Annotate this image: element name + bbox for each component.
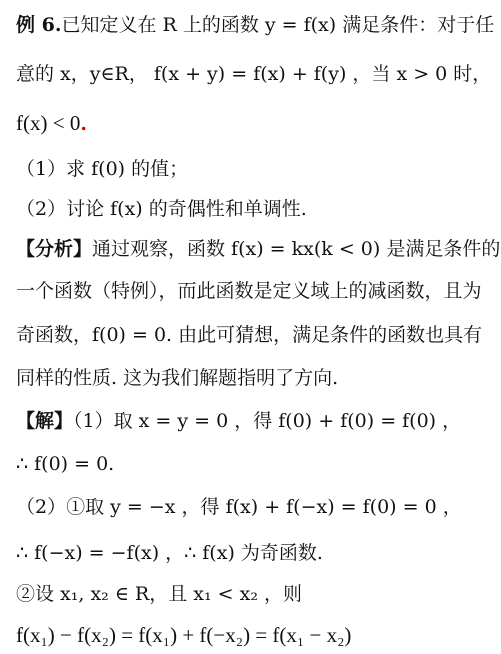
solution-text-4: ∴ f(−x) = −f(x) ，∴ f(x) 为奇函数. — [16, 542, 323, 564]
question-2 — [16, 196, 491, 222]
problem-text-3: f(x) < 0 — [16, 111, 81, 135]
solution-line-2 — [16, 451, 491, 477]
solution-line-6 — [16, 622, 491, 649]
solution-line-3 — [16, 494, 491, 520]
analysis-text-1: 通过观察，函数 f(x) = kx(k < 0) 是满足条件的 — [92, 238, 501, 260]
question-2-text: （2）讨论 f(x) 的奇偶性和单调性. — [16, 198, 307, 220]
problem-line-3 — [16, 110, 491, 137]
solution-text-5: ②设 x₁, x₂ ∈ R，且 x₁ < x₂ ，则 — [16, 583, 302, 605]
analysis-tag: 【分析】 — [16, 238, 93, 260]
question-1-text: （1）求 f(0) 的值； — [16, 158, 189, 180]
solution-text-6: f(x₁) − f(x₂) = f(x₁) + f(−x₂) = f(x₁ − x₂) — [16, 623, 352, 647]
solution-line-1 — [16, 408, 491, 434]
red-dot: . — [80, 113, 87, 135]
analysis-text-3: 奇函数，f(0) = 0. 由此可猜想，满足条件的函数也具有 — [16, 324, 483, 346]
analysis-line-1 — [16, 236, 501, 262]
problem-line-1 — [16, 12, 495, 38]
problem-line-2 — [16, 61, 491, 87]
analysis-text-2: 一个函数（特例），而此函数是定义域上的减函数，且为 — [16, 280, 482, 302]
solution-text-3: （2）①取 y = −x ，得 f(x) + f(−x) = f(0) = 0 ， — [16, 496, 462, 518]
solution-tag: 【解】 — [16, 410, 74, 432]
problem-text-1: 已知定义在 R 上的函数 y = f(x) 满足条件：对于任 — [61, 14, 495, 36]
analysis-line-4 — [16, 365, 491, 391]
solution-line-5 — [16, 581, 491, 607]
solution-text-1: （1）取 x = y = 0 ，得 f(0) + f(0) = f(0) ， — [73, 410, 462, 432]
analysis-text-4: 同样的性质. 这为我们解题指明了方向. — [16, 367, 339, 389]
problem-label: 例 6. — [16, 14, 62, 36]
solution-text-2: ∴ f(0) = 0. — [16, 453, 115, 475]
solution-line-4 — [16, 540, 491, 566]
analysis-line-3 — [16, 322, 491, 348]
question-1 — [16, 156, 491, 182]
problem-text-2: 意的 x，y∈R， f(x + y) = f(x) + f(y) ，当 x > 0 时， — [16, 63, 492, 85]
analysis-line-2 — [16, 278, 491, 304]
